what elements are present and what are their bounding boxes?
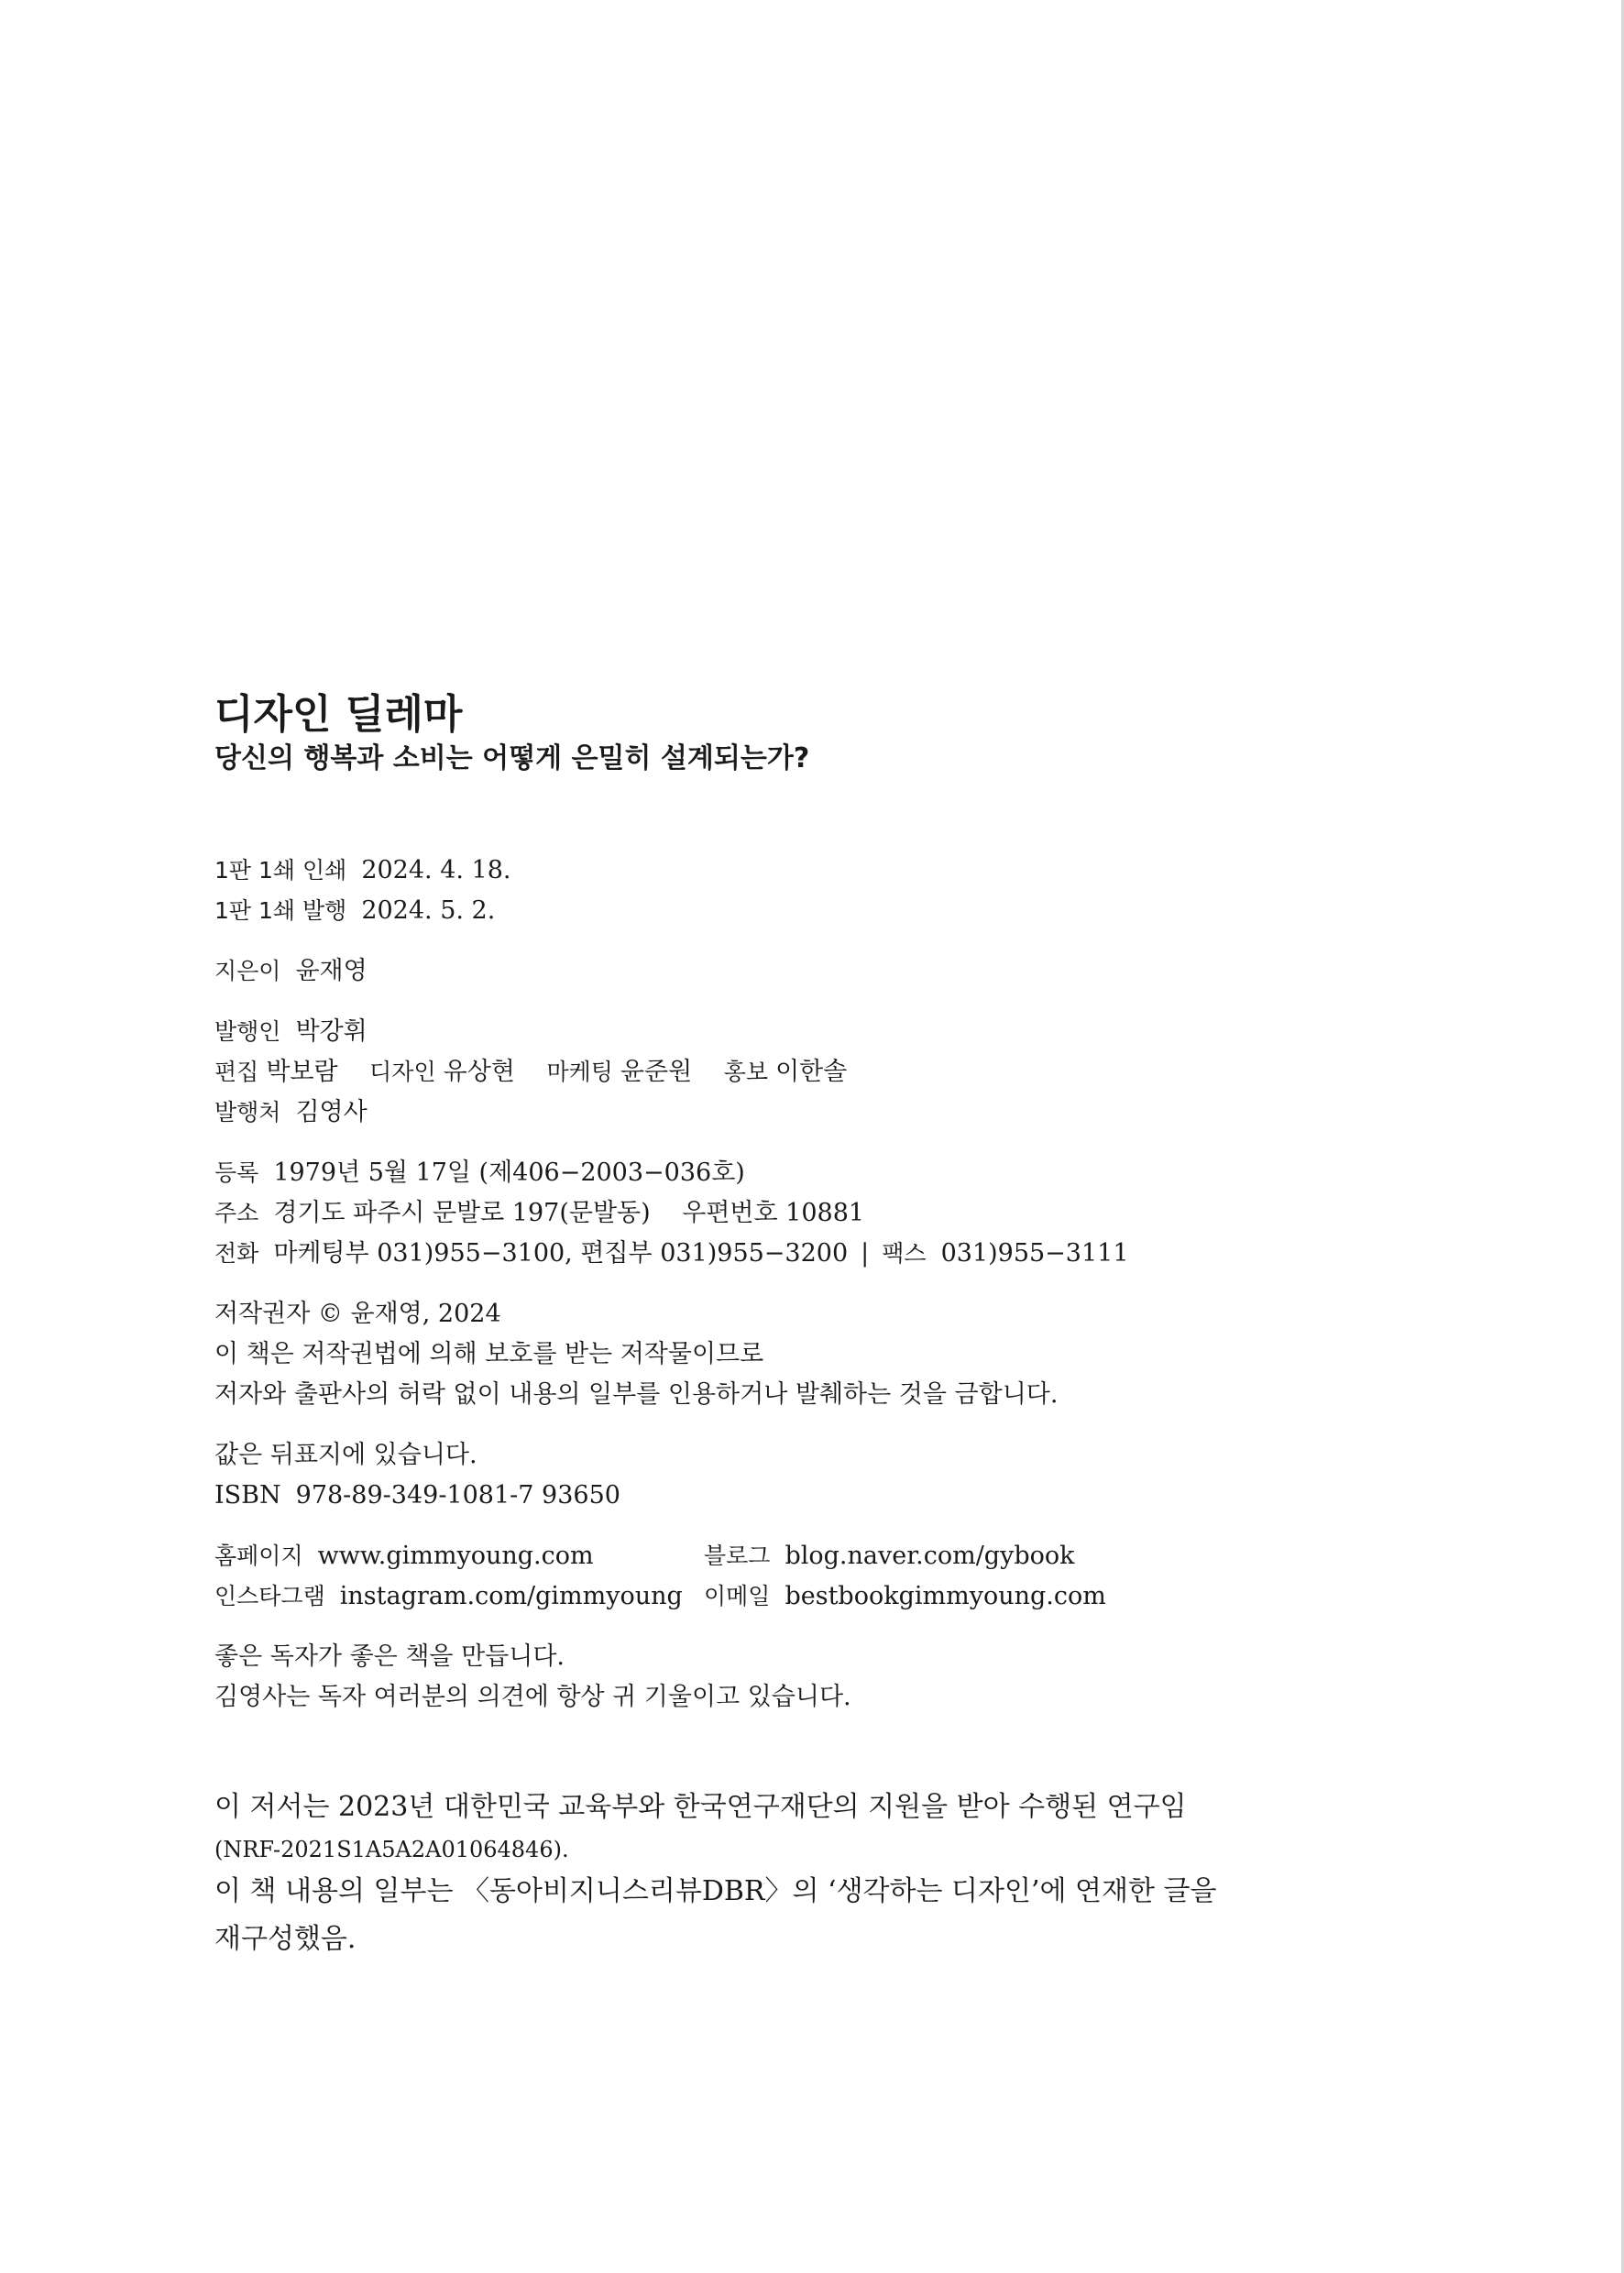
publisher-person-label: 발행인 bbox=[214, 1018, 281, 1045]
contact-info bbox=[214, 1153, 1516, 1274]
staff-line bbox=[214, 1052, 1516, 1093]
research-note-line-3: 이 책 내용의 일부는 〈동아비지니스리뷰DBR〉의 ‘생각하는 디자인’에 연재한 글을 bbox=[214, 1875, 1217, 1907]
designer-name: 유상현 bbox=[443, 1058, 515, 1086]
copyright-notice-1: 이 책은 저작권법에 의해 보호를 받는 저작물이므로 bbox=[214, 1340, 764, 1368]
phone-label: 전화 bbox=[214, 1240, 259, 1267]
homepage-link[interactable]: www.gimmyoung.com bbox=[317, 1542, 594, 1570]
address-label: 주소 bbox=[214, 1200, 259, 1226]
postal-value: 10881 bbox=[785, 1199, 865, 1227]
publisher-label: 발행처 bbox=[214, 1099, 281, 1126]
registration-label: 등록 bbox=[214, 1159, 259, 1186]
publishing-staff bbox=[214, 1012, 1516, 1133]
research-note bbox=[214, 1784, 1516, 1963]
copyright-notice-2: 저자와 출판사의 허락 없이 내용의 일부를 인용하거나 발췌하는 것을 금합니다. bbox=[214, 1380, 1059, 1409]
research-note-grant: (NRF-2021S1A5A2A01064846). bbox=[214, 1837, 569, 1862]
author-info bbox=[214, 951, 1516, 992]
blog-link[interactable]: blog.naver.com/gybook bbox=[785, 1542, 1075, 1570]
copyright-line: 저작권자 © 윤재영, 2024 bbox=[214, 1300, 501, 1328]
motto-block bbox=[214, 1637, 1516, 1718]
separator: | bbox=[861, 1239, 870, 1268]
motto-line-2: 김영사는 독자 여러분의 의견에 항상 귀 기울이고 있습니다. bbox=[214, 1683, 851, 1711]
research-note-line-4: 재구성했음. bbox=[214, 1923, 357, 1955]
email-link[interactable]: bestbookgimmyoung.com bbox=[785, 1582, 1106, 1610]
first-printing-date: 2024. 4. 18. bbox=[361, 856, 511, 884]
pr-name: 이한솔 bbox=[775, 1058, 848, 1086]
price-note: 값은 뒤표지에 있습니다. bbox=[214, 1441, 477, 1469]
address-value: 경기도 파주시 문발로 197(문발동) bbox=[273, 1199, 651, 1227]
marketing-name: 윤준원 bbox=[620, 1058, 693, 1086]
colophon bbox=[214, 689, 1516, 1963]
designer-label: 디자인 bbox=[369, 1059, 436, 1085]
postal-label: 우편번호 bbox=[682, 1199, 778, 1227]
blog-label: 블로그 bbox=[704, 1543, 771, 1569]
phone-editorial-value: 031)955−3200 bbox=[660, 1239, 849, 1268]
isbn-value: 978-89-349-1081-7 93650 bbox=[295, 1481, 620, 1510]
author-label: 지은이 bbox=[214, 958, 281, 984]
motto-line-1: 좋은 독자가 좋은 책을 만듭니다. bbox=[214, 1642, 565, 1671]
research-note-line-1: 이 저서는 2023년 대한민국 교육부와 한국연구재단의 지원을 받아 수행된 연구임 bbox=[214, 1791, 1187, 1823]
editor-name: 박보람 bbox=[266, 1058, 338, 1086]
phone-marketing-value: 031)955−3100, bbox=[377, 1239, 573, 1268]
first-printing bbox=[214, 851, 1516, 891]
book-subtitle: 당신의 행복과 소비는 어떻게 은밀히 설계되는가? bbox=[214, 742, 810, 774]
phone-marketing-label: 마케팅부 bbox=[273, 1239, 369, 1268]
marketing-label: 마케팅 bbox=[546, 1059, 613, 1085]
homepage-label: 홈페이지 bbox=[214, 1543, 303, 1569]
phone-editorial-label: 편집부 bbox=[580, 1239, 653, 1268]
printing-info bbox=[214, 851, 1516, 931]
email-label: 이메일 bbox=[704, 1583, 771, 1609]
editor-label: 편집 bbox=[214, 1059, 259, 1085]
first-publication bbox=[214, 891, 1516, 931]
registration-value: 1979년 5월 17일 (제406−2003−036호) bbox=[273, 1158, 745, 1187]
first-publication-date: 2024. 5. 2. bbox=[361, 896, 496, 925]
copyright-block bbox=[214, 1294, 1516, 1415]
first-printing-label: 1판 1쇄 인쇄 bbox=[214, 857, 347, 884]
pr-label: 홍보 bbox=[723, 1059, 769, 1085]
online-links bbox=[214, 1536, 1516, 1617]
instagram-link[interactable]: instagram.com/gimmyoung bbox=[339, 1582, 683, 1610]
fax-value: 031)955−3111 bbox=[940, 1239, 1129, 1268]
book-title: 디자인 딜레마 bbox=[214, 691, 463, 738]
publisher-person-name: 박강휘 bbox=[295, 1017, 368, 1046]
author-name: 윤재영 bbox=[295, 957, 368, 985]
price-isbn bbox=[214, 1435, 1516, 1516]
isbn-label: ISBN bbox=[214, 1481, 281, 1510]
instagram-label: 인스타그램 bbox=[214, 1583, 325, 1609]
publisher-name: 김영사 bbox=[295, 1098, 368, 1126]
fax-label: 팩스 bbox=[882, 1240, 927, 1267]
first-publication-label: 1판 1쇄 발행 bbox=[214, 897, 347, 924]
